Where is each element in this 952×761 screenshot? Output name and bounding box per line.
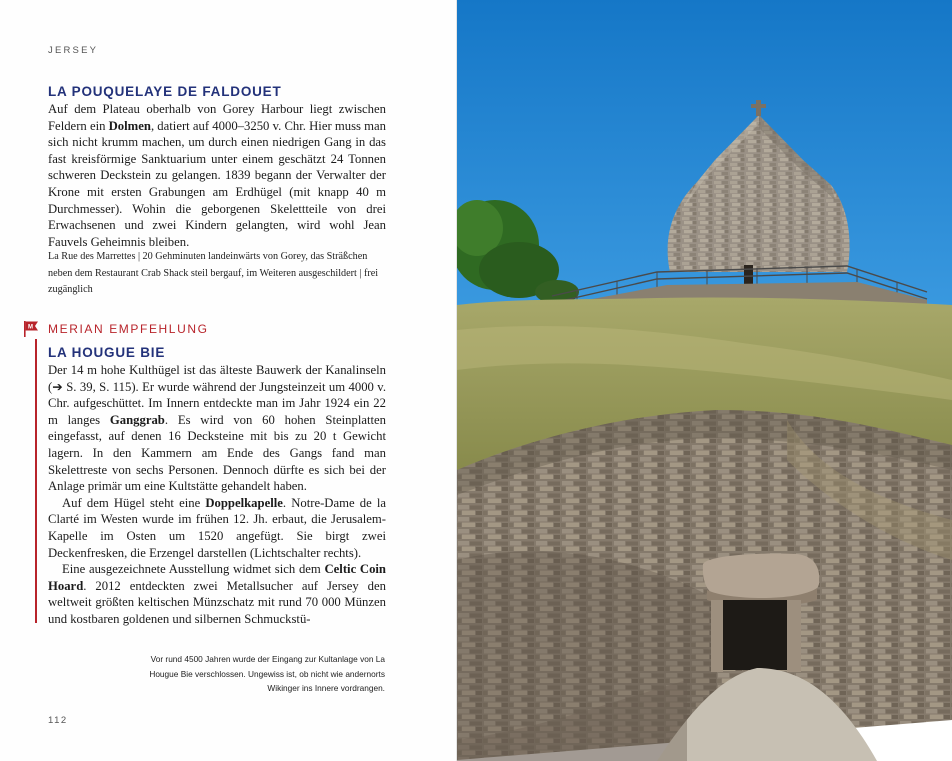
text-run: . 2012 entdeckten zwei Metallsucher auf Jersey den weltweit größten keltischen Münzschatz mit rund 70 000 Münzen und kostbaren goldenen und silbernen Schmuckstü- bbox=[48, 578, 386, 626]
text-run: . Notre-Dame de la Clarté im Westen wurde im frühen 12. Jh. erbaut, die Jerusalem-Kapelle im Osten um 1520 angefügt. Sie birgt zwei Deckenfresken, die Erzengel darstellen (Lichtschalter rechts). bbox=[48, 495, 386, 560]
recommendation-label: MERIAN EMPFEHLUNG bbox=[48, 322, 209, 336]
text-run: Auf dem Hügel steht eine bbox=[62, 495, 206, 510]
hougue-bie-photo bbox=[457, 0, 952, 761]
text-run: Der 14 m hohe Kulthügel ist das älteste Bauwerk der Kanalinseln (➔ S. 39, S. 115). Er wurde während der Jungsteinzeit um 4000 v. Chr. aufgeschüttet. Im Innern entdeckte man im Jahr 1924 ein 22 m langes bbox=[48, 363, 386, 427]
bold-term: Celtic Coin Hoard bbox=[48, 562, 386, 593]
practical-info: La Rue des Marrettes | 20 Gehminuten landeinwärts von Gorey, das Sträßchen neben dem Restaurant Crab Shack steil bergauf, im Weiteren ausgeschildert | frei zugänglich bbox=[48, 251, 379, 296]
svg-text:M: M bbox=[28, 324, 33, 331]
bold-term: Ganggrab bbox=[109, 412, 165, 427]
section-title-hougue-bie: LA HOUGUE BIE bbox=[48, 345, 166, 360]
recommendation-rule bbox=[35, 339, 37, 623]
text-run: Eine ausgezeichnete Ausstellung widmet sich dem bbox=[62, 562, 325, 577]
body-paragraph bbox=[48, 495, 386, 561]
page-number: 112 bbox=[48, 715, 68, 726]
body-paragraph bbox=[48, 561, 386, 627]
text-page bbox=[0, 0, 456, 761]
body-paragraph bbox=[48, 362, 386, 495]
section-body-hougue-bie bbox=[48, 362, 386, 628]
section-body-faldouet bbox=[48, 101, 386, 250]
body-paragraph bbox=[48, 101, 386, 250]
recommendation-marker bbox=[24, 321, 209, 337]
photo-illustration bbox=[457, 0, 952, 761]
text-run: , datiert auf 4000–3250 v. Chr. Hier muss man sich nicht krumm machen, um durch einen niedrigen Gang in das fast kreisförmige Sanktuarium unter einem geschätzt 24 Tonnen schweren Deckstein zu gelangen. 1839 begann der Verwalter der Krone mit ersten Grabungen am Erdhügel (mit knapp 40 m Durchmesser). Wohin die geborgenen Skelettteile von drei Erwachsenen und zwei Kindern gelangten, wird wohl Jean Fauvels Geheimnis bleiben. bbox=[48, 118, 386, 249]
text-run: . Es wird von 60 hohen Steinplatten eingefasst, auf denen 16 Decksteine mit bis zu 20 t Gewicht lagern. In den Kammern am Ende des Gangs fand man Skelettreste von sechs Personen. Dennoch dürfte es sich bei der Anlage primär um eine Kultstätte gehandelt haben. bbox=[48, 412, 386, 494]
photo-caption: Vor rund 4500 Jahren wurde der Eingang zur Kultanlage von La Hougue Bie verschlossen. Ungewiss ist, ob nicht wie andernorts Wikinger ins Innere vordrangen. bbox=[149, 654, 385, 693]
section-title-faldouet: LA POUQUELAYE DE FALDOUET bbox=[48, 84, 282, 99]
bold-term: Doppelkapelle bbox=[205, 495, 283, 510]
text-run: Auf dem Plateau oberhalb von Gorey Harbour liegt zwischen Feldern ein bbox=[48, 102, 386, 133]
bold-term: Dolmen bbox=[108, 118, 151, 133]
flag-icon bbox=[24, 321, 39, 337]
running-head: JERSEY bbox=[48, 45, 99, 56]
